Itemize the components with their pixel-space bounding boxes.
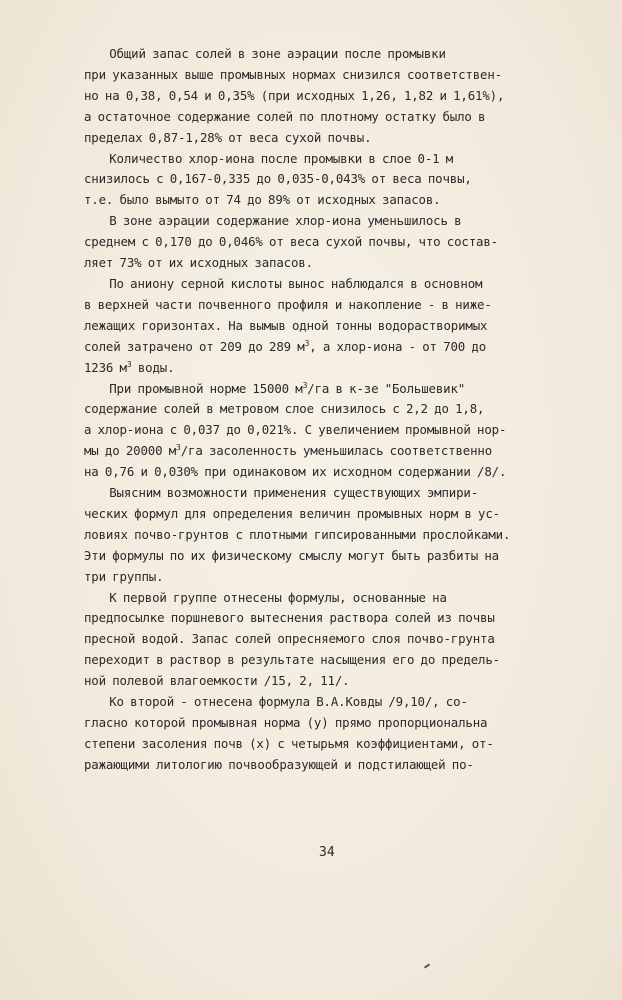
text-line: т.е. было вымыто от 74 до 89% от исходных запасов. [84, 192, 441, 208]
text-line: ражающими литологию почвообразующей и подстилающей по- [84, 756, 474, 772]
text-line: на 0,76 и 0,030% при одинаковом их исходном содержании /8/. [84, 464, 507, 480]
paragraph-3 [84, 211, 594, 274]
text-line: Выясним возможности применения существующих эмпири- [84, 485, 479, 501]
text-line: а хлор-иона с 0,037 до 0,021%. С увеличением промывной нор- [84, 422, 507, 438]
text-line: среднем с 0,170 до 0,046% от веса сухой почвы, что состав- [84, 234, 498, 250]
text-line: предпосылке поршневого вытеснения раствора солей из почвы [84, 610, 495, 626]
superscript: 3 [126, 359, 132, 369]
stray-mark [424, 963, 430, 968]
text-line: Ко второй - отнесена формула В.А.Ковды /9,10/, со- [84, 694, 468, 710]
text-line: Общий запас солей в зоне аэрации после промывки [84, 46, 446, 61]
text-line: содержание солей в метровом слое снизилось с 2,2 до 1,8, [84, 401, 485, 417]
text-line: ловиях почво-грунтов с плотными гипсированными прослойками. [84, 526, 511, 542]
text-line: три группы. [84, 568, 164, 584]
page-number: 34 [319, 845, 335, 860]
text-line: ческих формул для определения величин промывных норм в ус- [84, 505, 500, 521]
line-text: /га засоленность уменьшилась соответственно [180, 443, 493, 459]
text-line: В зоне аэрации содержание хлор-иона уменьшилось в [84, 213, 462, 229]
paragraph-5 [84, 379, 594, 484]
text-line [84, 337, 594, 358]
superscript: 3 [304, 338, 310, 348]
superscript: 3 [176, 443, 181, 453]
text-line: Эти формулы по их физическому смыслу могут быть разбиты на [84, 547, 499, 563]
text-line: степени засоления почв (x) с четырьмя коэффициентами, от- [84, 735, 494, 751]
text-line: переходит в раствор в результате насыщения его до предель- [84, 652, 500, 668]
paragraph-2 [84, 149, 594, 212]
line-text: /га в к-зе "Большевик" [307, 380, 466, 396]
text-line: при указанных выше промывных нормах снизился соответствен- [84, 66, 502, 82]
text-line: снизилось с 0,167-0,335 до 0,035-0,043% от веса почвы, [84, 171, 472, 187]
text-line [84, 358, 594, 379]
text-line: лежащих горизонтах. На вымыв одной тонны водорастворимых [84, 317, 488, 333]
text-line: По аниону серной кислоты вынос наблюдался в основном [84, 275, 483, 291]
superscript: 3 [302, 380, 308, 390]
paragraph-1 [84, 44, 594, 149]
line-text: 1236 м [84, 359, 127, 375]
text-line: ляет 73% от их исходных запасов. [84, 255, 313, 271]
text-line [84, 379, 594, 400]
text-line: К первой группе отнесены формулы, основанные на [84, 589, 447, 605]
text-line: ной полевой влагоемкости /15, 2, 11/. [84, 673, 350, 689]
paragraph-8 [84, 692, 594, 776]
line-text: солей затрачено от 209 до 289 м [84, 338, 305, 354]
line-text: мы до 20000 м [84, 443, 177, 459]
line-text: воды. [131, 359, 175, 375]
text-line: но на 0,38, 0,54 и 0,35% (при исходных 1,26, 1,82 и 1,61%), [84, 87, 505, 103]
text-line: а остаточное содержание солей по плотному остатку было в [84, 108, 486, 124]
paragraph-6 [84, 483, 594, 588]
text-line: в верхней части почвенного профиля и накопление - в ниже- [84, 296, 492, 312]
text-line: Количество хлор-иона после промывки в слое 0-1 м [84, 150, 454, 166]
paragraph-7 [84, 588, 594, 693]
line-text: При промывной норме 15000 м [84, 380, 303, 396]
text-line [84, 441, 594, 462]
paragraph-4 [84, 274, 594, 379]
body-text [84, 44, 594, 776]
text-line: пределах 0,87-1,28% от веса сухой почвы. [84, 129, 372, 145]
text-line: гласно которой промывная норма (y) прямо пропорциональна [84, 715, 488, 730]
line-text: , а хлор-иона - от 700 до [309, 338, 487, 354]
text-line: пресной водой. Запас солей опресняемого слоя почво-грунта [84, 631, 495, 647]
